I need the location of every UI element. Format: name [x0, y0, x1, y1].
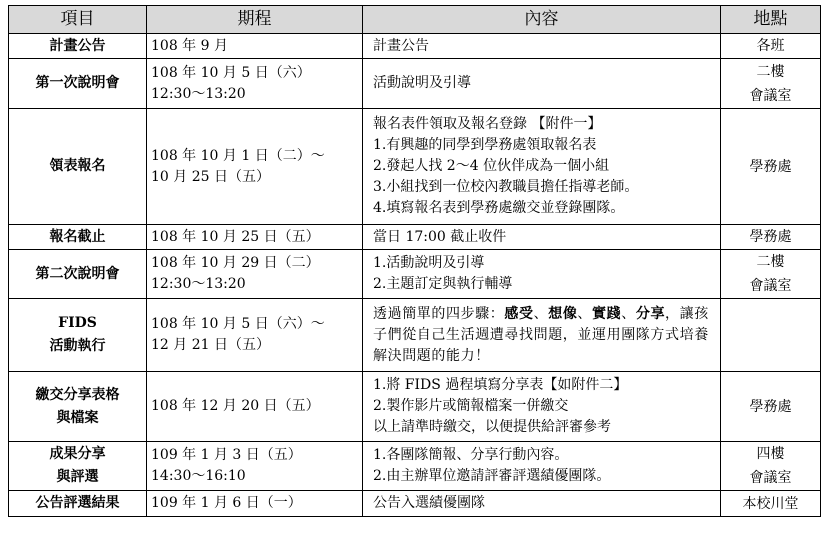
item-cell — [9, 491, 147, 517]
period-text: 12 月 21 日（五） — [151, 337, 270, 353]
period-cell — [147, 491, 363, 517]
keyword-do: 實踐 — [592, 305, 622, 322]
content-text: 當日 17:00 截止收件 — [373, 228, 507, 245]
content-text: 、 — [577, 305, 593, 322]
item-cell — [9, 372, 147, 442]
period-text: 14:30～16:10 — [151, 468, 246, 484]
table-row — [9, 372, 821, 442]
table-row — [9, 299, 821, 372]
table-row — [9, 109, 821, 225]
content-text: 活動說明及引導 — [373, 75, 471, 91]
period-cell — [147, 109, 363, 225]
location-text: 學務處 — [749, 229, 792, 245]
item-text: 公告評選結果 — [35, 495, 120, 511]
period-text: 12:30～13:20 — [151, 85, 246, 102]
content-paragraph — [373, 304, 716, 367]
content-text: 報名表件領取及報名登錄 【附件一】 — [373, 116, 602, 132]
location-cell — [721, 299, 821, 372]
location-text: 學務處 — [749, 398, 792, 415]
item-cell — [9, 109, 147, 225]
item-cell — [9, 225, 147, 250]
period-text: 108 年 10 月 29 日（二） — [151, 255, 320, 271]
content-text: 2.由主辦單位邀請評審評選績優團隊。 — [373, 468, 611, 484]
location-text: 四樓 — [756, 446, 785, 462]
item-text: FIDS — [58, 315, 97, 331]
content-text: 透過簡單的四步驟： — [373, 305, 505, 322]
location-cell — [721, 34, 821, 59]
location-cell — [721, 109, 821, 225]
content-text: 4.填寫報名表到學務處繳交並登錄團隊。 — [373, 200, 625, 216]
period-text: 109 年 1 月 3 日（五） — [151, 447, 302, 463]
period-cell — [147, 59, 363, 109]
table-row — [9, 225, 821, 250]
content-text: ，讓孩子們從自己生活週遭尋找問題，並運用團隊方式培養解決問題的能力！ — [373, 305, 709, 364]
period-cell — [147, 225, 363, 250]
item-text: 成果分享 — [49, 446, 106, 462]
keyword-feel: 感受 — [504, 305, 534, 322]
item-text: 報名截止 — [49, 228, 106, 245]
period-cell — [147, 442, 363, 491]
header-row — [9, 6, 821, 34]
table-row — [9, 491, 821, 517]
location-cell — [721, 442, 821, 491]
content-text: 公告入選績優團隊 — [373, 495, 485, 511]
item-text: 領表報名 — [49, 158, 106, 174]
location-cell — [721, 250, 821, 299]
location-cell — [721, 372, 821, 442]
header-content: 內容 — [363, 6, 721, 34]
item-cell — [9, 299, 147, 372]
content-cell — [363, 491, 721, 517]
period-text: 108 年 10 月 5 日（六）～ — [151, 316, 325, 332]
item-text: 計畫公告 — [49, 37, 106, 54]
item-text: 第一次說明會 — [35, 75, 120, 91]
content-cell — [363, 225, 721, 250]
period-text: 10 月 25 日（五） — [151, 168, 270, 185]
content-text: 、 — [621, 305, 636, 322]
table-row — [9, 442, 821, 491]
location-cell — [721, 491, 821, 517]
item-text: 繳交分享表格 — [35, 386, 120, 403]
location-text: 會議室 — [749, 278, 792, 294]
content-text: 1.各團隊簡報、分享行動內容。 — [373, 447, 569, 463]
header-period: 期程 — [147, 6, 363, 34]
period-text: 108 年 10 月 1 日（二）～ — [151, 147, 325, 164]
period-text: 108 年 10 月 5 日（六） — [151, 64, 311, 81]
location-cell — [721, 59, 821, 109]
content-text: 以上請準時繳交，以便提供給評審參考 — [373, 419, 611, 435]
content-text: 、 — [533, 305, 549, 322]
period-text: 12:30～13:20 — [151, 276, 246, 292]
content-cell — [363, 34, 721, 59]
item-cell — [9, 250, 147, 299]
content-text: 2.發起人找 2～4 位伙伴成為一個小組 — [373, 158, 610, 174]
content-text: 3.小組找到一位校內教職員擔任指導老師。 — [373, 179, 639, 195]
location-text: 二樓 — [756, 63, 785, 80]
period-text: 108 年 10 月 25 日（五） — [151, 228, 320, 245]
period-cell — [147, 250, 363, 299]
schedule-table — [8, 5, 821, 517]
period-cell — [147, 372, 363, 442]
header-location: 地點 — [721, 6, 821, 34]
item-text: 第二次說明會 — [35, 265, 120, 282]
content-cell — [363, 250, 721, 299]
content-cell — [363, 372, 721, 442]
item-cell — [9, 442, 147, 491]
item-cell — [9, 34, 147, 59]
content-text: 2.製作影片或簡報檔案一併繳交 — [373, 398, 569, 414]
location-text: 各班 — [756, 38, 785, 54]
content-cell — [363, 59, 721, 109]
keyword-share: 分享 — [635, 305, 666, 322]
header-item: 項目 — [9, 6, 147, 34]
period-cell — [147, 34, 363, 59]
content-text: 1.活動說明及引導 — [373, 255, 485, 271]
content-text: 1.將 FIDS 過程填寫分享表【如附件二】 — [373, 377, 628, 393]
content-text: 1.有興趣的同學到學務處領取報名表 — [373, 137, 597, 153]
item-text: 與評選 — [56, 469, 99, 485]
table-row — [9, 59, 821, 109]
period-text: 108 年 9 月 — [151, 37, 228, 54]
location-cell — [721, 225, 821, 250]
period-cell — [147, 299, 363, 372]
location-text: 本校川堂 — [742, 495, 799, 512]
content-text: 計畫公告 — [373, 37, 429, 54]
content-cell — [363, 442, 721, 491]
location-text: 會議室 — [749, 470, 792, 486]
content-cell — [363, 109, 721, 225]
content-text: 2.主題訂定與執行輔導 — [373, 276, 513, 292]
location-text: 會議室 — [749, 87, 792, 104]
keyword-imagine: 想像 — [548, 305, 578, 322]
content-cell — [363, 299, 721, 372]
table-row — [9, 250, 821, 299]
item-text: 與檔案 — [56, 409, 99, 426]
item-cell — [9, 59, 147, 109]
period-text: 108 年 12 月 20 日（五） — [151, 398, 320, 414]
period-text: 109 年 1 月 6 日（一） — [151, 495, 302, 511]
item-text: 活動執行 — [49, 338, 106, 354]
table-row — [9, 34, 821, 59]
location-text: 學務處 — [749, 158, 792, 175]
location-text: 二樓 — [756, 254, 785, 270]
